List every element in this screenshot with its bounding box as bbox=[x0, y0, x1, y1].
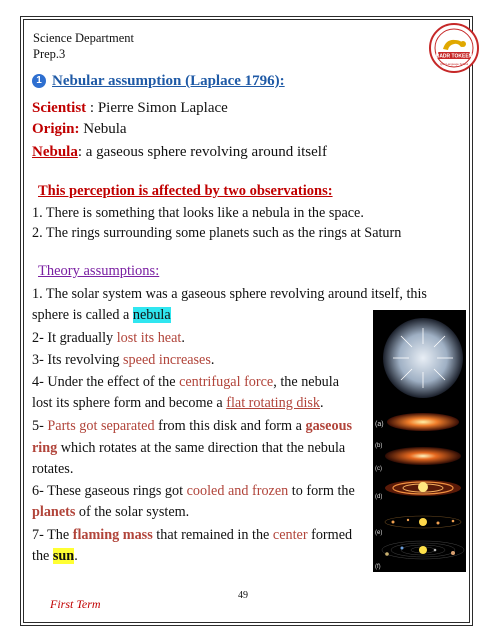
theory-item-2-end: . bbox=[181, 330, 185, 346]
sun-highlight: sun bbox=[52, 548, 75, 564]
theory-item-1-text: sphere is called a bbox=[32, 307, 133, 323]
nebula-label: Nebula bbox=[32, 144, 78, 160]
theory-item-6-line-a bbox=[32, 483, 355, 500]
nebula-value: : a gaseous sphere revolving around itself bbox=[77, 144, 327, 160]
theory-item-6-cont: to form the bbox=[288, 483, 355, 499]
theory-item-7-end: . bbox=[74, 548, 78, 564]
theory-item-5-cont: which rotates at the same direction that the nebula bbox=[57, 440, 346, 456]
theory-item-4-line-a bbox=[32, 374, 339, 391]
section-title bbox=[32, 73, 285, 90]
centrifugal-force-phrase: centrifugal force bbox=[179, 374, 274, 390]
theory-item-2-text: 2- It gradually bbox=[32, 330, 117, 346]
theory-item-5-line-a bbox=[32, 418, 352, 435]
theory-heading: Theory assumptions: bbox=[38, 263, 160, 279]
grade-label: Prep.3 bbox=[33, 47, 66, 61]
observation-item-2: 2. The rings surrounding some planets such as the rings at Saturn bbox=[32, 225, 402, 241]
planets-word: planets bbox=[32, 504, 76, 520]
theory-item-6-line-b bbox=[32, 504, 189, 521]
theory-item-2 bbox=[32, 330, 185, 347]
theory-item-1-line-b bbox=[32, 307, 171, 324]
theory-item-5-line-b bbox=[32, 440, 345, 457]
stage-label-c: (c) bbox=[375, 466, 382, 472]
stage-label-d: (d) bbox=[375, 494, 383, 500]
scientist-label: Scientist bbox=[32, 100, 87, 116]
theory-item-4-line-b bbox=[32, 395, 324, 412]
nebula-definition bbox=[32, 144, 327, 161]
center-word: center bbox=[272, 527, 308, 543]
speed-increase-phrase: speed increases bbox=[123, 352, 211, 368]
origin-line bbox=[32, 121, 127, 138]
term-label: First Term bbox=[50, 597, 101, 611]
section-number-badge: 1 bbox=[32, 74, 46, 88]
cooled-frozen-phrase: cooled and frozen bbox=[186, 483, 289, 499]
observations-heading: This perception is affected by two observations: bbox=[38, 183, 333, 199]
theory-item-7-cont-b: formed bbox=[307, 527, 353, 543]
nebula-highlight: nebula bbox=[132, 307, 171, 323]
lost-heat-phrase: lost its heat bbox=[116, 330, 182, 346]
theory-item-7-text-b: the bbox=[32, 548, 53, 564]
observation-item-1: 1. There is something that looks like a nebula in the space. bbox=[32, 205, 364, 221]
theory-item-3-text: 3- Its revolving bbox=[32, 352, 124, 368]
theory-item-4-end: . bbox=[320, 395, 324, 411]
origin-label: Origin: bbox=[32, 121, 80, 137]
theory-item-7-line-b bbox=[32, 548, 78, 565]
theory-item-6-end: of the solar system. bbox=[75, 504, 190, 520]
theory-item-5-number: 5- bbox=[32, 418, 48, 434]
scientist-line bbox=[32, 100, 228, 117]
gaseous-word: gaseous bbox=[305, 418, 352, 434]
section-title-text: Nebular assumption (Laplace 1796): bbox=[52, 73, 285, 89]
parts-separated-phrase: Parts got separated bbox=[47, 418, 155, 434]
flat-disk-phrase: flat rotating disk bbox=[226, 395, 321, 411]
logo-subtext: Quiz Language School bbox=[439, 62, 469, 66]
department-label: Science Department bbox=[33, 31, 134, 45]
stage-label-e: (e) bbox=[375, 530, 383, 536]
rotating-disk-shape bbox=[385, 447, 461, 465]
theory-item-5-text: from this disk and form a bbox=[154, 418, 306, 434]
page-number: 49 bbox=[238, 590, 248, 601]
nebular-stages-figure bbox=[373, 310, 466, 572]
stage-label-b: (b) bbox=[375, 443, 383, 449]
theory-item-7-cont: that remained in the bbox=[152, 527, 273, 543]
stage-label-a: (a) bbox=[375, 421, 384, 428]
theory-item-4-text-b: lost its sphere form and become a bbox=[32, 395, 227, 411]
theory-item-7-line-a bbox=[32, 527, 352, 544]
theory-item-7-text: 7- The bbox=[32, 527, 73, 543]
stage-label-f: (f) bbox=[375, 564, 381, 570]
flaming-mass-phrase: flaming mass bbox=[72, 527, 153, 543]
theory-item-4-cont: , the nebula bbox=[273, 374, 340, 390]
theory-item-4-text: 4- Under the effect of the bbox=[32, 374, 180, 390]
theory-item-1-line-a: 1. The solar system was a gaseous sphere revolving around itself, this bbox=[32, 286, 427, 302]
page-header bbox=[33, 30, 134, 62]
theory-item-5-line-c: rotates. bbox=[32, 461, 74, 477]
flattened-disk-shape bbox=[387, 413, 459, 431]
scientist-value: : Pierre Simon Laplace bbox=[86, 100, 228, 116]
school-logo bbox=[428, 22, 480, 74]
theory-item-3-end: . bbox=[210, 352, 215, 368]
theory-item-3 bbox=[32, 352, 214, 369]
theory-item-6-text: 6- These gaseous rings got bbox=[32, 483, 187, 499]
logo-text: BADR TOKEEN bbox=[435, 53, 473, 60]
origin-value: Nebula bbox=[79, 121, 127, 137]
ring-word: ring bbox=[32, 440, 58, 456]
